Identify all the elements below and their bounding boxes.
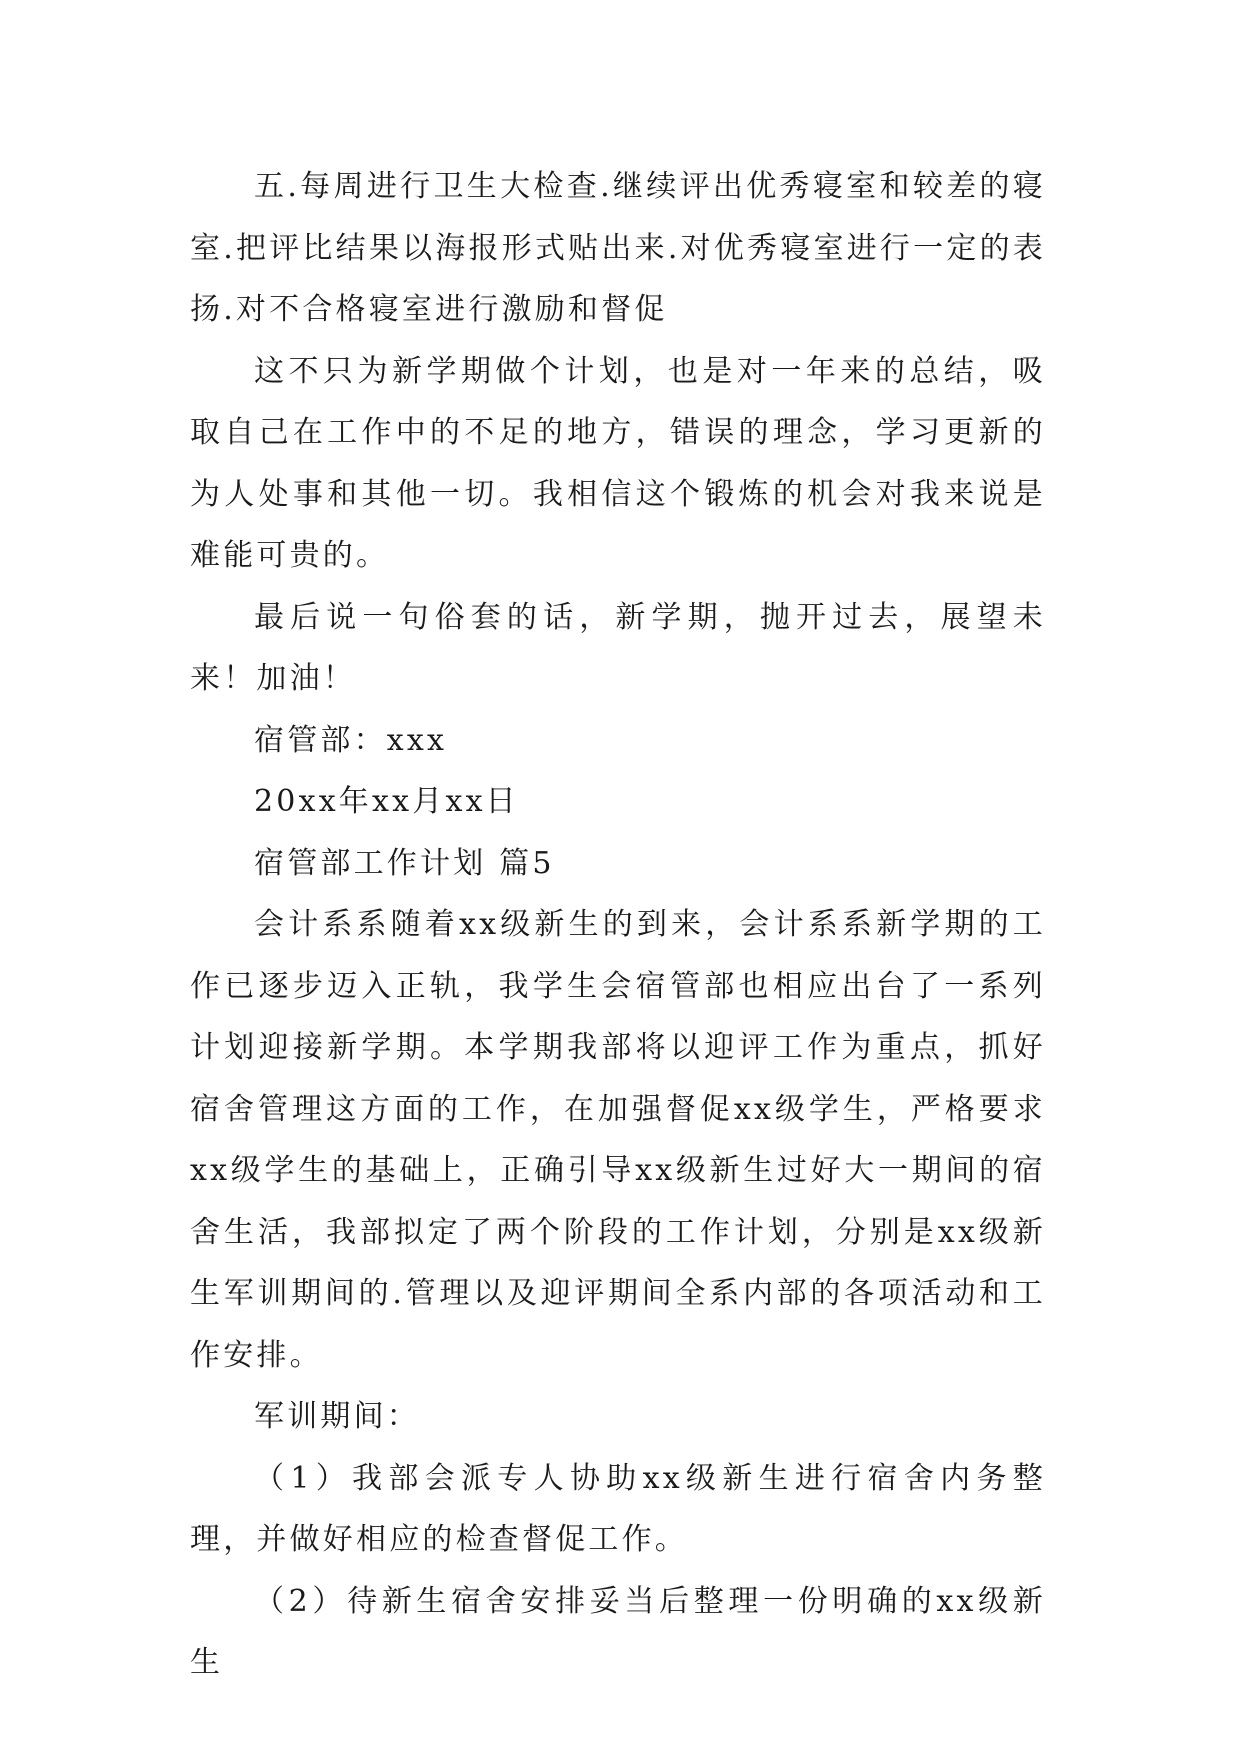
paragraph-inspection: 五.每周进行卫生大检查.继续评出优秀寝室和较差的寝室.把评比结果以海报形式贴出来.对优秀寝室进行一定的表扬.对不合格寝室进行激励和督促 bbox=[190, 169, 1046, 327]
paragraph-introduction: 会计系系随着xx级新生的到来，会计系系新学期的工作已逐步迈入正轨，我学生会宿管部也相应出台了一系列计划迎接新学期。本学期我部将以迎评工作为重点，抓好宿舍管理这方面的工作，在加强督促xx级学生，严格要求xx级学生的基础上，正确引导xx级新生过好大一期间的宿舍生活，我部拟定了两个阶段的工作计划，分别是xx级新生军训期间的.管理以及迎评期间全系内部的各项活动和工作安排。 bbox=[190, 907, 1046, 1373]
paragraph-summary: 这不只为新学期做个计划，也是对一年来的总结，吸取自己在工作中的不足的地方，错误的理念，学习更新的为人处事和其他一切。我相信这个锻炼的机会对我来说是难能可贵的。 bbox=[190, 353, 1046, 573]
signature-department: 宿管部：xxx bbox=[254, 722, 448, 758]
list-item-2: （2）待新生宿舍安排妥当后整理一份明确的xx级新生 bbox=[190, 1583, 1046, 1680]
subheading-military-training: 军训期间： bbox=[254, 1399, 420, 1434]
paragraph-closing: 最后说一句俗套的话，新学期，抛开过去，展望未来！加油！ bbox=[190, 599, 1046, 696]
signature-date: 20xx年xx月xx日 bbox=[254, 784, 519, 819]
list-item-1: （1）我部会派专人协助xx级新生进行宿舍内务整理，并做好相应的检查督促工作。 bbox=[190, 1460, 1046, 1557]
document-body bbox=[190, 156, 1046, 1694]
section-heading: 宿管部工作计划 篇5 bbox=[254, 845, 555, 881]
